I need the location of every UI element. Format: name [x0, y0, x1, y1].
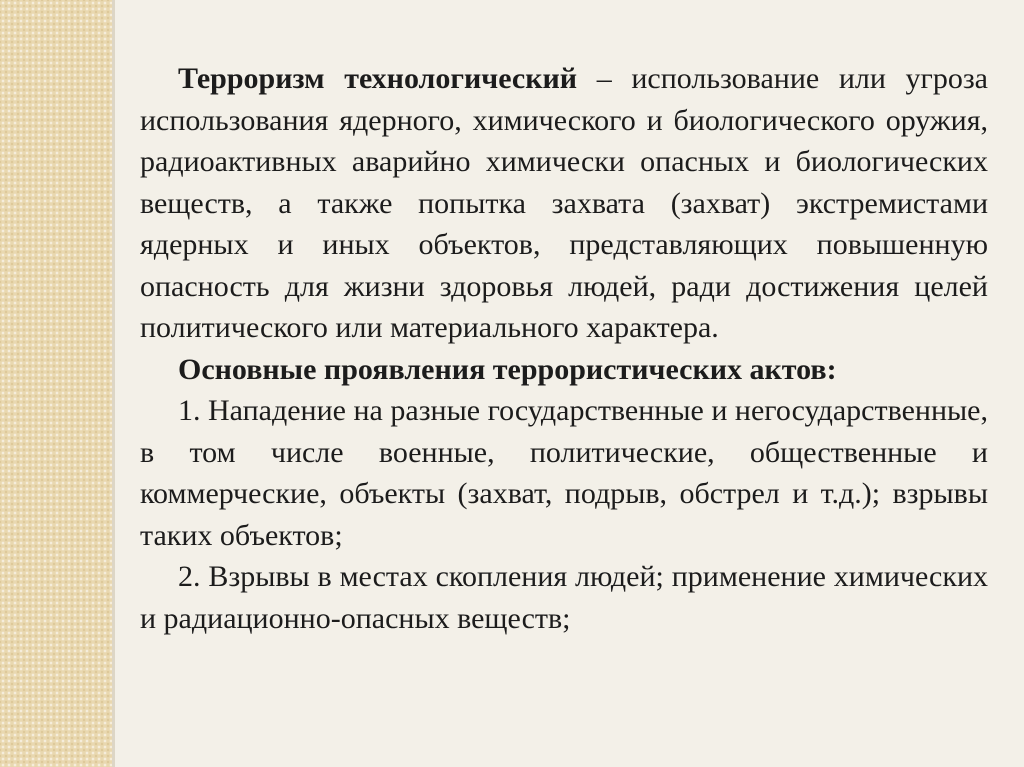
definition-text: – использование или угроза использования ядерного, химического и биологического оружия, радиоактивных аварийно химически опасных и биологических веществ, а также попытка захвата (захват) экстремистами ядерных и иных объектов, представляющих повышенную опасность для жизни здоровья людей, ради достижения целей политического или материального характера.: [140, 62, 988, 344]
slide-content: [140, 58, 988, 639]
list-item-1: 1. Нападение на разные государственные и негосударственные, в том числе военные, политические, общественные и коммерческие, объекты (захват, подрыв, обстрел и т.д.); взрывы таких объектов;: [140, 394, 988, 552]
section-heading: Основные проявления террористических актов:: [178, 352, 837, 386]
list-item-2: 2. Взрывы в местах скопления людей; применение химических и радиационно-опасных веществ;: [140, 560, 988, 635]
sidebar-divider: [112, 0, 115, 767]
decorative-sidebar: [0, 0, 112, 767]
definition-paragraph: [140, 58, 988, 349]
definition-term: Терроризм технологический: [178, 62, 578, 95]
